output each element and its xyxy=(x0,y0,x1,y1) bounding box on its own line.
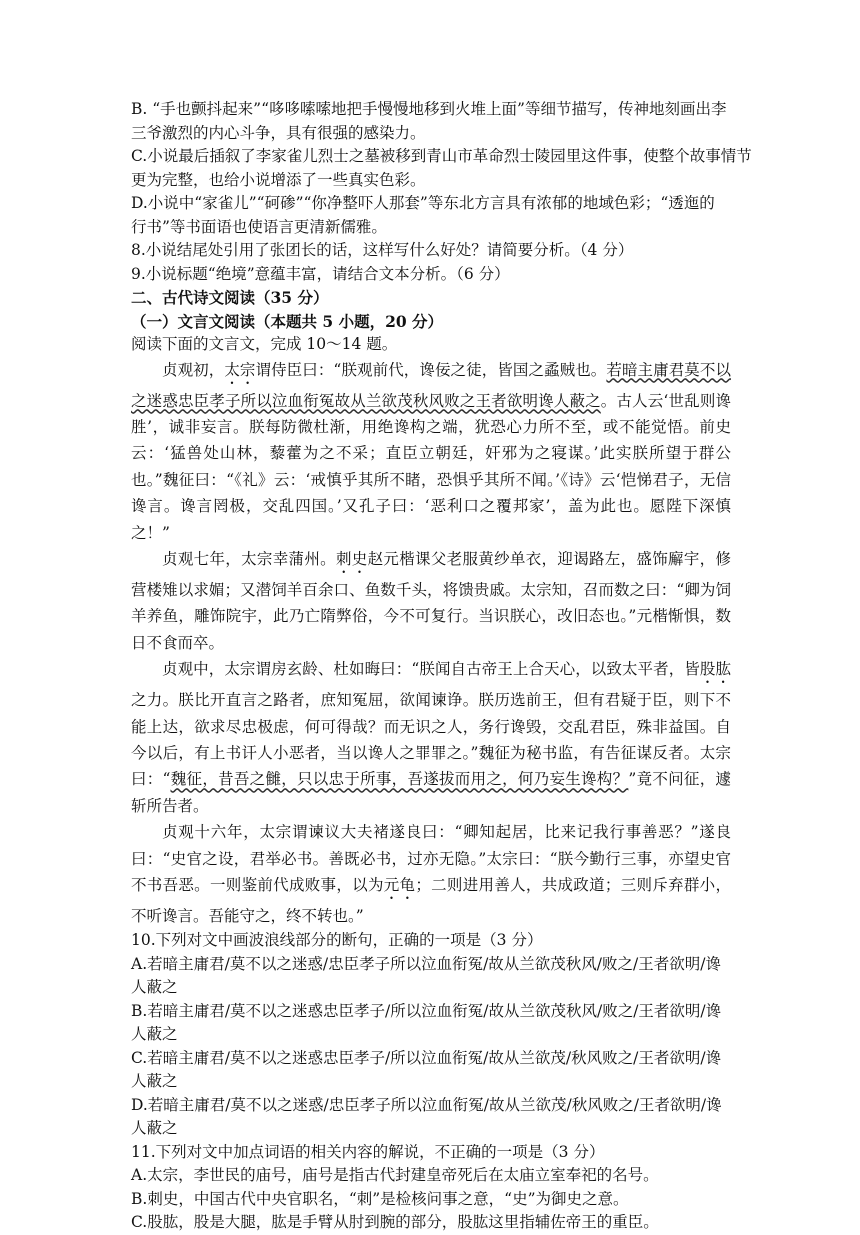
question-11-stem: 11.下列对文中加点词语的相关内容的解说，不正确的一项是（3 分） xyxy=(131,1142,605,1161)
q10-option-a-line1: A.若暗主庸君/莫不以之迷惑/忠臣孝子所以泣血衔冤/故从兰欲茂秋风/败之/王者欲明/谗 xyxy=(131,954,721,973)
option-b-line2: 三爷激烈的内心斗争，具有很强的感染力。 xyxy=(131,123,426,142)
p2-dotted-term: 刺史 xyxy=(335,549,368,568)
p4-text-b: ；二则进用善人，共成政道；三则斥弃群小，不听谗言。吾能守之，终不转也。” xyxy=(131,876,731,925)
p4-text-a: 贞观十六年，太宗谓谏议大夫褚遂良曰：“卿知起居，比来记我行事善恶？”遂良曰：“史官之设，君举必书。善既必书，过亦无隐。”太宗曰：“朕今勤行三事，亦望史官不书吾恶。一则鉴前代成败事，以为 xyxy=(131,823,731,894)
reading-instruction: 阅读下面的文言文，完成 10～14 题。 xyxy=(131,335,398,353)
subsection-heading: （一）文言文阅读（本题共 5 小题，20 分） xyxy=(131,311,444,331)
q10-option-d-line2: 人蔽之 xyxy=(131,1119,178,1138)
p3-wavy-underlined: 魏征，昔吾之雠，只以忠于所事，吾遂拔而用之，何乃妄生谗构？ xyxy=(170,770,629,789)
q10-option-b-line2: 人蔽之 xyxy=(131,1025,178,1044)
p3-text-c: ”竟不问征，遽斩所告者。 xyxy=(131,770,731,815)
q10-option-c-line1: C.若暗主庸君/莫不以之迷惑忠臣孝子/所以泣血衔冤/故从兰欲茂/秋风败之/王者欲明/谗 xyxy=(131,1048,722,1067)
p3-text-b: 之力。朕比开直言之路者，庶知冤屈，欲闻谏诤。朕历选前王，但有君疑于臣，则下不能上达，欲求尽忠极虑，何可得哉？而无识之人，务行谗毁，交乱君臣，殊非益国。自今以后，有上书讦人小恶者，当以谗人之罪罪之。”魏征为秘书监，有告征谋反者。太宗曰：“ xyxy=(131,691,731,789)
q10-option-c-line2: 人蔽之 xyxy=(131,1072,178,1091)
q10-option-b-line1: B.若暗主庸君/莫不以之迷惑忠臣孝子/所以泣血衔冤/故从兰欲茂秋风/败之/王者欲明/谗 xyxy=(131,1001,722,1020)
passage-paragraph-2 xyxy=(131,546,731,656)
q11-option-c: C.股肱，股是大腿，肱是手臂从肘到腕的部分，股肱这里指辅佐帝王的重臣。 xyxy=(131,1213,659,1232)
option-d-line1: D.小说中“家雀儿”“砢碜”“你净整吓人那套”等东北方言具有浓郁的地域色彩；“透迤的 xyxy=(131,194,715,212)
p1-dotted-term: 太宗 xyxy=(224,360,256,379)
question-10-stem: 10.下列对文中画波浪线部分的断句，正确的一项是（3 分） xyxy=(131,931,543,950)
question-8: 8.小说结尾处引用了张团长的话，这样写什么好处？请简要分析。（4 分） xyxy=(131,241,634,259)
section-heading: 二、古代诗文阅读（35 分） xyxy=(131,288,329,307)
q11-option-a: A.太宗，李世民的庙号，庙号是指古代封建皇帝死后在太庙立室奉祀的名号。 xyxy=(131,1166,659,1185)
q10-option-d-line1: D.若暗主庸君/莫不以之迷惑/忠臣孝子所以泣血衔冤/故从兰欲茂/秋风败之/王者欲明/谗 xyxy=(131,1095,722,1114)
p1-text-b: 谓侍臣曰：“朕观前代，谗佞之徒，皆国之蟊贼也。 xyxy=(255,360,607,379)
passage-paragraph-3 xyxy=(131,656,731,819)
document-page xyxy=(131,98,752,1235)
option-b-line1: B. “手也颤抖起来”“哆哆嗦嗦地把手慢慢地移到火堆上面”等细节描写，传神地刻画出李 xyxy=(131,100,727,118)
q10-option-a-line2: 人蔽之 xyxy=(131,978,178,997)
p2-text-a: 贞观七年，太宗幸蒲州。 xyxy=(162,549,336,568)
p3-dotted-term: 股肱 xyxy=(699,660,731,679)
p1-wavy-underlined: 若暗主庸君莫不以之迷惑忠臣孝子所以泣血衔冤故从兰欲茂秋风败之王者欲明谗人蔽之 xyxy=(131,360,731,410)
question-9: 9.小说标题“绝境”意蕴丰富，请结合文本分析。（6 分） xyxy=(131,264,510,283)
p3-text-a: 贞观中，太宗谓房玄龄、杜如晦曰：“朕闻自古帝王上合天心，以致太平者，皆 xyxy=(162,660,700,679)
passage-paragraph-4 xyxy=(131,819,731,929)
p1-text-a: 贞观初， xyxy=(162,360,225,379)
p4-dotted-term: 元龟 xyxy=(383,876,416,894)
option-c-line1: C.小说最后插叙了李家雀儿烈士之墓被移到青山市革命烈士陵园里这件事，使整个故事情节 xyxy=(131,147,752,165)
passage-paragraph-1 xyxy=(131,357,731,546)
q11-option-b: B.刺史，中国古代中央官职名，“刺”是检核问事之意，“史”为御史之意。 xyxy=(131,1189,629,1208)
p2-text-b: 赵元楷课父老服黄纱单衣，迎谒路左，盛饰廨宇，修营楼雉以求媚；又潜饲羊百余口、鱼数千头，将馈贵戚。太宗知，召而数之曰：“卿为饲羊养鱼，雕饰院宇，此乃亡隋弊俗，今不可复行。当识朕心，改旧态也。”元楷惭惧，数日不食而卒。 xyxy=(131,549,731,652)
option-d-line2: 行书”等书面语也使语言更清新儒雅。 xyxy=(131,217,387,236)
p1-text-c: 。古人云‘世乱则谗胜’，诚非妄言。朕每防微杜渐，用绝谗构之端，犹恐心力所不至，或不能觉悟。前史云：‘猛兽处山林，藜藿为之不采；直臣立朝廷，奸邪为之寝谋。’此实朕所望于群公也。”魏征曰：“《礼》云：‘戒慎乎其所不睹，恐惧乎其所不闻。’《诗》云‘恺悌君子，无信谗言。谗言罔极，交乱四国。’又孔子曰：‘恶利口之覆邦家’，盖为此也。愿陛下深慎之！” xyxy=(131,391,731,542)
option-c-line2: 更为完整，也给小说增添了一些真实色彩。 xyxy=(131,170,426,189)
